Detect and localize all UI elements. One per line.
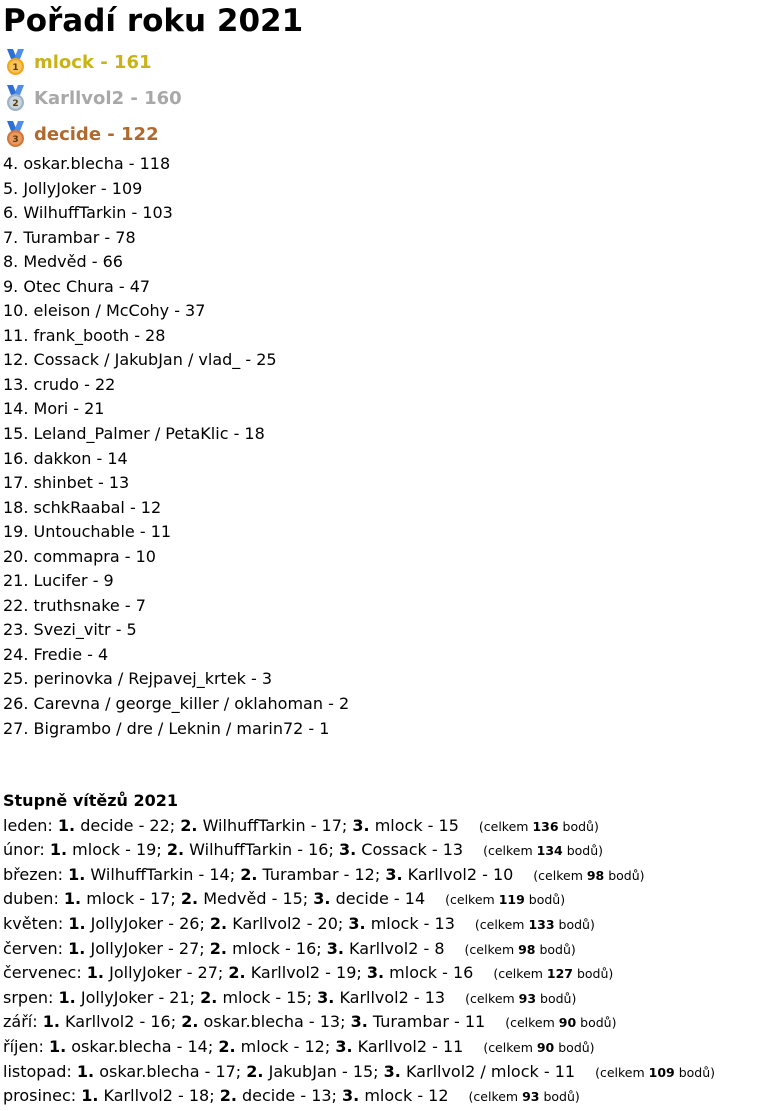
place-rank: 3.: [385, 864, 403, 884]
total-prefix: (celkem: [468, 1089, 523, 1105]
place-entry: decide - 14: [335, 889, 426, 909]
section-spacer: [3, 741, 771, 789]
month-row: [3, 912, 771, 937]
place-rank: 1.: [76, 1061, 95, 1081]
ranking-item: 7. Turambar - 78: [3, 227, 136, 247]
total-value: 136: [532, 818, 559, 834]
ranking-item: 24. Fredie - 4: [3, 644, 109, 664]
place-entry: mlock - 15: [374, 815, 459, 835]
month-total: [479, 819, 599, 834]
month-total: [445, 892, 565, 907]
place-entry: Karllvol2 - 18;: [103, 1086, 215, 1106]
place-entry: JollyJoker - 21;: [80, 987, 196, 1007]
place-entry: WilhuffTarkin - 17;: [202, 815, 348, 835]
total-value: 98: [518, 941, 536, 957]
bronze-medal-icon: [3, 121, 28, 148]
month-name: listopad:: [3, 1061, 72, 1081]
place-entry: WilhuffTarkin - 14;: [90, 864, 236, 884]
total-suffix: bodů): [604, 867, 645, 883]
place-entry: mlock - 12;: [240, 1037, 331, 1057]
place-entry: Turambar - 12;: [262, 864, 381, 884]
monthly-podium-list: [3, 814, 771, 1109]
total-suffix: bodů): [576, 1015, 617, 1031]
total-suffix: bodů): [524, 892, 566, 908]
ranking-item: 9. Otec Chura - 47: [3, 276, 151, 296]
month-row: [3, 1084, 771, 1109]
medal-list: [3, 44, 771, 152]
place-rank: 3.: [326, 938, 344, 958]
total-suffix: bodů): [562, 843, 604, 859]
page-title: Pořadí roku 2021: [3, 3, 304, 39]
place-rank: 1.: [48, 1037, 67, 1057]
total-prefix: (celkem: [474, 917, 529, 933]
place-rank: 3.: [352, 815, 370, 835]
month-name: červen:: [3, 938, 64, 958]
total-value: 134: [536, 843, 563, 859]
place-rank: 3.: [348, 914, 366, 934]
month-name: červenec:: [3, 963, 82, 983]
place-entry: Karllvol2 - 11: [357, 1037, 464, 1057]
place-rank: 3.: [350, 1012, 368, 1032]
podium-title: Stupně vítězů 2021: [3, 791, 179, 811]
month-row: [3, 1010, 771, 1035]
total-suffix: bodů): [539, 1089, 580, 1105]
total-prefix: (celkem: [483, 843, 537, 859]
place-entry: JollyJoker - 27;: [109, 963, 224, 983]
medal-row: [3, 116, 771, 152]
month-row: [3, 1035, 771, 1060]
place-rank: 2.: [181, 1012, 199, 1032]
ranking-item: 5. JollyJoker - 109: [3, 178, 143, 198]
place-entry: mlock - 19;: [72, 840, 162, 860]
ranking-list: [3, 152, 771, 741]
ranking-item: 11. frank_booth - 28: [3, 325, 166, 345]
month-name: prosinec:: [3, 1086, 77, 1106]
place-entry: Karllvol2 - 19;: [250, 963, 362, 983]
total-prefix: (celkem: [505, 1015, 559, 1031]
total-prefix: (celkem: [445, 892, 499, 908]
place-rank: 2.: [166, 840, 185, 860]
month-total: [533, 868, 644, 883]
place-entry: Cossack - 13: [361, 840, 464, 860]
total-prefix: (celkem: [493, 966, 547, 982]
medal-row: [3, 80, 771, 116]
month-row: [3, 937, 771, 962]
svg-text:2: 2: [12, 98, 19, 109]
ranking-item: 18. schkRaabal - 12: [3, 497, 162, 517]
place-entry: WilhuffTarkin - 16;: [189, 840, 334, 860]
month-total: [595, 1065, 715, 1080]
month-total: [465, 991, 576, 1006]
medal-entry-text: Karllvol2 - 160: [34, 87, 182, 109]
ranking-item: 20. commapra - 10: [3, 546, 156, 566]
place-rank: 1.: [68, 914, 86, 934]
silver-medal-icon: [3, 85, 28, 112]
place-entry: Medvěd - 15;: [203, 889, 309, 909]
place-rank: 3.: [342, 1086, 360, 1106]
month-name: květen:: [3, 914, 64, 934]
place-rank: 1.: [57, 815, 76, 835]
total-suffix: bodů): [554, 1040, 595, 1056]
month-row: [3, 1060, 771, 1085]
place-entry: JollyJoker - 27;: [90, 938, 205, 958]
ranking-item: 16. dakkon - 14: [3, 448, 128, 468]
month-row: [3, 961, 771, 986]
gold-medal-icon: [3, 49, 28, 76]
place-entry: decide - 13;: [242, 1086, 337, 1106]
place-entry: Karllvol2 - 20;: [232, 914, 344, 934]
ranking-item: 6. WilhuffTarkin - 103: [3, 203, 173, 223]
month-name: březen:: [3, 864, 63, 884]
place-entry: mlock - 16: [389, 963, 474, 983]
ranking-item: 13. crudo - 22: [3, 374, 116, 394]
month-total: [505, 1015, 616, 1030]
place-entry: Karllvol2 - 10: [407, 864, 514, 884]
month-row: [3, 986, 771, 1011]
place-rank: 3.: [335, 1037, 353, 1057]
ranking-item: 10. eleison / McCohy - 37: [3, 301, 206, 321]
total-value: 90: [558, 1015, 577, 1031]
ranking-item: 8. Medvěd - 66: [3, 252, 123, 272]
month-name: leden:: [3, 815, 53, 835]
month-name: duben:: [3, 889, 59, 909]
month-row: [3, 838, 771, 863]
total-prefix: (celkem: [483, 1040, 537, 1056]
place-rank: 3.: [338, 840, 357, 860]
place-entry: Karllvol2 / mlock - 11: [405, 1061, 576, 1081]
place-rank: 1.: [68, 938, 86, 958]
month-row: [3, 814, 771, 839]
total-suffix: bodů): [536, 990, 577, 1006]
place-entry: Karllvol2 - 16;: [65, 1012, 177, 1032]
place-rank: 2.: [209, 938, 227, 958]
place-entry: JakubJan - 15;: [268, 1061, 379, 1081]
ranking-item: 19. Untouchable - 11: [3, 522, 172, 542]
month-name: srpen:: [3, 987, 54, 1007]
place-rank: 2.: [240, 864, 258, 884]
total-prefix: (celkem: [478, 818, 533, 834]
ranking-item: 22. truthsnake - 7: [3, 595, 146, 615]
ranking-item: 27. Bigrambo / dre / Leknin / marin72 - 1: [3, 718, 330, 738]
total-suffix: bodů): [535, 941, 576, 957]
medal-row: [3, 44, 771, 80]
place-entry: mlock - 15;: [222, 987, 313, 1007]
place-rank: 1.: [58, 987, 76, 1007]
month-name: září:: [3, 1012, 38, 1032]
total-suffix: bodů): [558, 818, 599, 834]
page: [3, 0, 771, 1109]
total-prefix: (celkem: [465, 990, 519, 1006]
month-total: [469, 1089, 580, 1104]
month-total: [483, 1040, 594, 1055]
ranking-item: 12. Cossack / JakubJan / vlad_ - 25: [3, 350, 277, 370]
svg-text:1: 1: [12, 62, 19, 73]
place-rank: 3.: [383, 1061, 401, 1081]
place-entry: oskar.blecha - 14;: [71, 1037, 214, 1057]
place-entry: mlock - 12: [364, 1086, 449, 1106]
total-value: 119: [498, 892, 525, 908]
total-value: 109: [648, 1064, 675, 1080]
place-rank: 1.: [86, 963, 105, 983]
ranking-item: 14. Mori - 21: [3, 399, 105, 419]
total-suffix: bodů): [573, 966, 614, 982]
month-total: [493, 966, 613, 981]
place-entry: oskar.blecha - 13;: [203, 1012, 346, 1032]
ranking-item: 23. Svezi_vitr - 5: [3, 620, 137, 640]
month-total: [465, 942, 576, 957]
place-rank: 1.: [81, 1086, 99, 1106]
ranking-item: 17. shinbet - 13: [3, 473, 130, 493]
place-rank: 2.: [209, 914, 228, 934]
total-prefix: (celkem: [533, 867, 587, 883]
month-total: [483, 843, 603, 858]
total-suffix: bodů): [554, 917, 595, 933]
ranking-item: 26. Carevna / george_killer / oklahoman - 2: [3, 694, 350, 714]
place-entry: mlock - 13: [370, 914, 455, 934]
place-rank: 2.: [219, 1086, 237, 1106]
month-total: [475, 917, 595, 932]
total-value: 127: [546, 966, 573, 982]
month-row: [3, 887, 771, 912]
place-entry: mlock - 16;: [232, 938, 322, 958]
total-prefix: (celkem: [595, 1064, 649, 1080]
place-entry: mlock - 17;: [86, 889, 176, 909]
month-name: říjen:: [3, 1037, 44, 1057]
place-rank: 3.: [313, 889, 331, 909]
svg-text:3: 3: [12, 134, 19, 145]
place-entry: decide - 22;: [80, 815, 176, 835]
total-value: 93: [518, 990, 537, 1006]
ranking-item: 4. oskar.blecha - 118: [3, 154, 171, 173]
place-rank: 1.: [68, 864, 86, 884]
place-entry: Karllvol2 - 13: [339, 987, 446, 1007]
total-prefix: (celkem: [464, 941, 519, 957]
place-rank: 2.: [200, 987, 218, 1007]
place-entry: Turambar - 11: [372, 1012, 486, 1032]
place-rank: 3.: [366, 963, 385, 983]
total-value: 93: [522, 1089, 540, 1105]
month-name: únor:: [3, 840, 45, 860]
medal-entry-text: decide - 122: [34, 123, 159, 145]
total-value: 90: [536, 1040, 555, 1056]
total-suffix: bodů): [674, 1064, 716, 1080]
place-rank: 1.: [49, 840, 68, 860]
ranking-item: 15. Leland_Palmer / PetaKlic - 18: [3, 424, 265, 444]
medal-entry-text: mlock - 161: [34, 51, 152, 73]
month-row: [3, 863, 771, 888]
total-value: 133: [528, 917, 555, 933]
place-rank: 2.: [246, 1061, 264, 1081]
place-entry: Karllvol2 - 8: [349, 938, 445, 958]
place-entry: oskar.blecha - 17;: [99, 1061, 242, 1081]
place-rank: 2.: [228, 963, 246, 983]
ranking-item: 25. perinovka / Rejpavej_krtek - 3: [3, 669, 273, 689]
place-entry: JollyJoker - 26;: [90, 914, 205, 934]
place-rank: 2.: [218, 1037, 236, 1057]
ranking-item: 21. Lucifer - 9: [3, 571, 114, 591]
total-value: 98: [586, 867, 605, 883]
place-rank: 1.: [42, 1012, 60, 1032]
place-rank: 2.: [180, 889, 199, 909]
place-rank: 2.: [180, 815, 198, 835]
place-rank: 3.: [317, 987, 335, 1007]
place-rank: 1.: [63, 889, 82, 909]
